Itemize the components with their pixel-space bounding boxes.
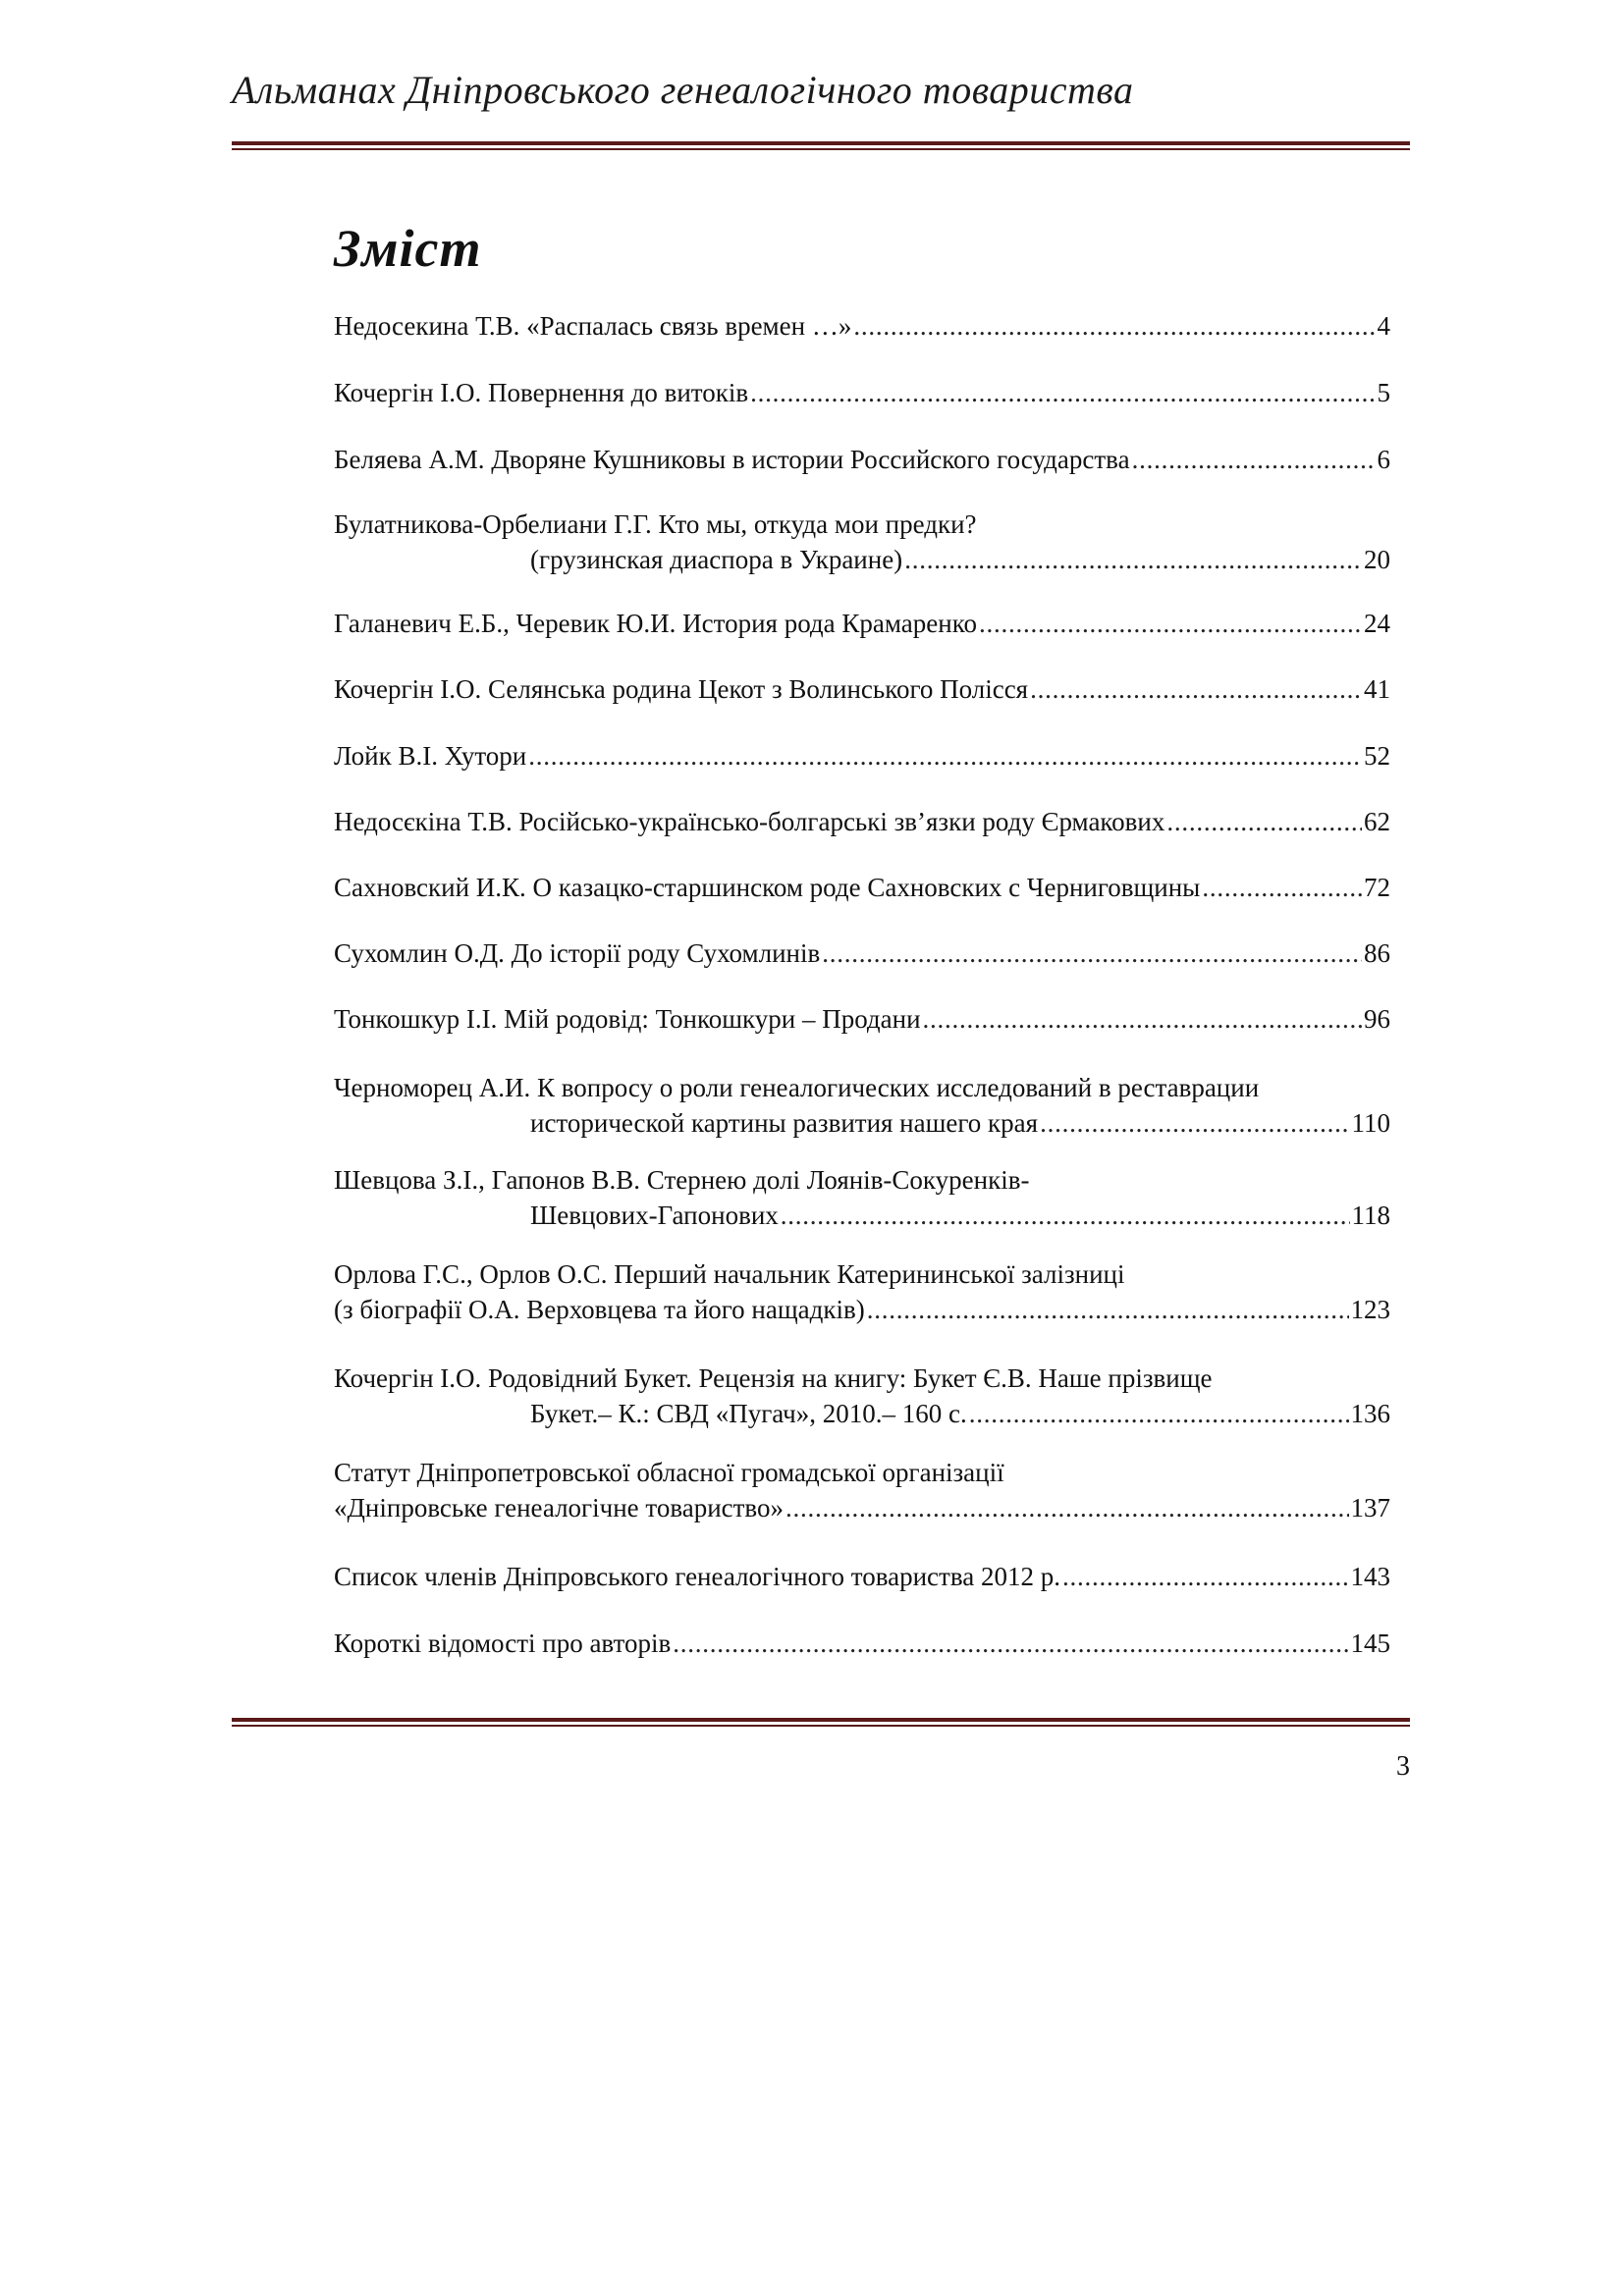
toc-entry-title: Тонкошкур І.І. Мій родовід: Тонкошкури – Продани xyxy=(334,1004,921,1034)
toc-entry-page: 72 xyxy=(1364,873,1390,902)
footer-rule xyxy=(232,1718,1410,1730)
toc-entry-page: 143 xyxy=(1350,1562,1390,1591)
page-number: 3 xyxy=(1396,1751,1410,1782)
leader-dots xyxy=(969,1396,1349,1431)
toc-entry[interactable] xyxy=(334,1256,1390,1327)
leader-dots xyxy=(1202,870,1362,905)
toc-entry-title: (грузинская диаспора в Украине) xyxy=(530,545,903,574)
toc-entry-title: Недосєкіна Т.В. Російсько-українсько-болгарські зв’язки роду Єрмакових xyxy=(334,807,1165,836)
toc-entry[interactable] xyxy=(334,442,1390,477)
toc-entry-page: 62 xyxy=(1364,807,1390,836)
toc-entry-title: Короткі відомості про авторів xyxy=(334,1629,672,1658)
toc-entry-title: исторической картины развития нашего края xyxy=(530,1108,1039,1138)
toc-entry-page: 96 xyxy=(1364,1004,1390,1034)
toc-entry[interactable] xyxy=(334,804,1390,839)
toc-entry[interactable] xyxy=(334,738,1390,774)
toc-entry-title: Сахновский И.К. О казацко-старшинском роде Сахновских с Черниговщины xyxy=(334,873,1201,902)
toc-title: Зміст xyxy=(334,219,482,278)
toc-entry-title: Беляева А.М. Дворяне Кушниковы в истории Российского государства xyxy=(334,445,1130,474)
leader-dots xyxy=(1040,1105,1349,1141)
toc-entry-title: (з біографії О.А. Верховцева та його нащадків) xyxy=(334,1295,865,1324)
header-rule xyxy=(232,141,1410,153)
leader-dots xyxy=(923,1001,1362,1037)
toc-entry-page: 86 xyxy=(1364,938,1390,968)
toc-entry-title: Галаневич Е.Б., Черевик Ю.И. История рода Крамаренко xyxy=(334,609,977,638)
leader-dots xyxy=(1166,804,1362,839)
toc-entry[interactable] xyxy=(334,1001,1390,1037)
leader-dots xyxy=(867,1292,1349,1327)
leader-dots xyxy=(1030,671,1362,707)
toc-entry-title-line1: Кочергін І.О. Родовідний Букет. Рецензія на книгу: Букет Є.В. Наше прізвище xyxy=(334,1363,1213,1393)
toc-entry[interactable] xyxy=(334,308,1390,344)
leader-dots xyxy=(750,375,1375,410)
toc-entry[interactable] xyxy=(334,375,1390,410)
toc-entry[interactable] xyxy=(334,1626,1390,1661)
toc-entry-page: 118 xyxy=(1351,1201,1390,1230)
toc-entry-page: 5 xyxy=(1377,378,1390,407)
leader-dots xyxy=(781,1198,1350,1233)
toc-entry-page: 24 xyxy=(1364,609,1390,638)
leader-dots xyxy=(853,308,1375,344)
toc-entry[interactable] xyxy=(334,1162,1390,1233)
toc-entry-page: 41 xyxy=(1364,674,1390,704)
leader-dots xyxy=(904,542,1362,577)
toc-entry[interactable] xyxy=(334,507,1390,577)
leader-dots xyxy=(785,1490,1349,1525)
toc-entry-title: Кочергін І.О. Селянська родина Цекот з Волинського Полісся xyxy=(334,674,1029,704)
leader-dots xyxy=(1132,442,1376,477)
toc-entry[interactable] xyxy=(334,671,1390,707)
leader-dots xyxy=(528,738,1362,774)
toc-entry-title: «Дніпровське генеалогічне товариство» xyxy=(334,1493,784,1522)
toc-entry[interactable] xyxy=(334,935,1390,971)
toc-entry-title: Список членів Дніпровського генеалогічного товариства 2012 р. xyxy=(334,1562,1060,1591)
toc-entry-title: Букет.– К.: СВД «Пугач», 2010.– 160 с. xyxy=(530,1399,967,1428)
toc-entry-page: 6 xyxy=(1377,445,1390,474)
toc-entry-title-line1: Шевцова З.І., Гапонов В.В. Стернею долі Лоянів-Сокуренків- xyxy=(334,1165,1030,1195)
toc-entry-title: Лойк В.І. Хутори xyxy=(334,741,527,771)
toc-entry-page: 137 xyxy=(1350,1493,1390,1522)
toc-entry-title-line1: Булатникова-Орбелиани Г.Г. Кто мы, откуда мои предки? xyxy=(334,509,977,539)
toc-entry[interactable] xyxy=(334,1070,1390,1141)
running-head: Альманах Дніпровського генеалогічного товариства xyxy=(232,68,1134,112)
leader-dots xyxy=(673,1626,1348,1661)
toc-entry-page: 110 xyxy=(1351,1108,1390,1138)
toc-entry-title-line1: Орлова Г.С., Орлов О.С. Перший начальник Катерининської залізниці xyxy=(334,1259,1125,1289)
toc-entry-title: Сухомлин О.Д. До історії роду Сухомлинів xyxy=(334,938,821,968)
leader-dots xyxy=(979,606,1362,641)
toc-entry[interactable] xyxy=(334,870,1390,905)
toc-entry-page: 20 xyxy=(1364,545,1390,574)
toc-entry-title-line1: Статут Дніпропетровської обласної громадської організації xyxy=(334,1458,1004,1487)
toc-entry[interactable] xyxy=(334,606,1390,641)
toc-entry-page: 136 xyxy=(1350,1399,1390,1428)
toc-entry-page: 145 xyxy=(1350,1629,1390,1658)
toc-entry-title: Шевцових-Гапонових xyxy=(530,1201,779,1230)
toc-entry-page: 52 xyxy=(1364,741,1390,771)
toc-entry-page: 4 xyxy=(1377,311,1390,341)
toc-entry[interactable] xyxy=(334,1559,1390,1594)
toc-entry-page: 123 xyxy=(1350,1295,1390,1324)
toc-entry[interactable] xyxy=(334,1361,1390,1431)
leader-dots xyxy=(822,935,1362,971)
toc-entry[interactable] xyxy=(334,1455,1390,1525)
leader-dots xyxy=(1062,1559,1349,1594)
toc-entry-title: Недосекина Т.В. «Распалась связь времен …» xyxy=(334,311,852,341)
toc-entry-title: Кочергін І.О. Повернення до витоків xyxy=(334,378,749,407)
toc-entry-title-line1: Черноморец А.И. К вопросу о роли генеалогических исследований в реставрации xyxy=(334,1073,1260,1102)
